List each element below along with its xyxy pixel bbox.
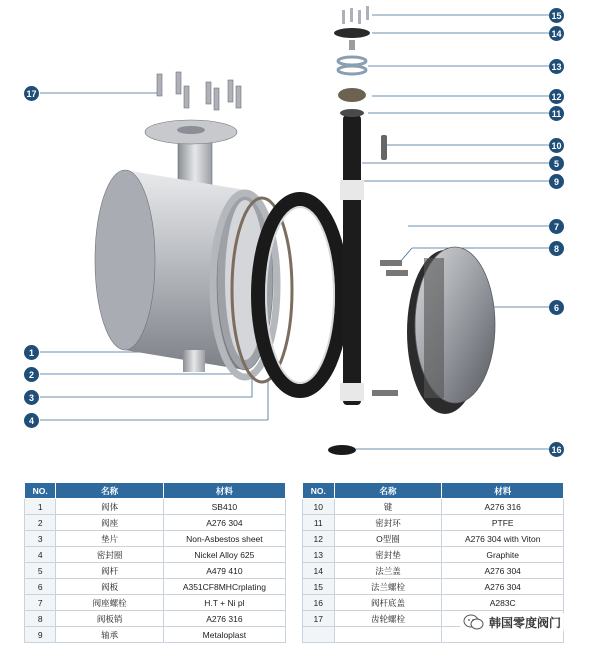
callout-6: 6 — [549, 300, 564, 315]
col-material: 材料 — [442, 483, 564, 499]
cell-no: 14 — [303, 563, 335, 579]
cell-material: A351CF8MHCrplating — [163, 579, 285, 595]
cell-name — [334, 627, 442, 643]
table-row — [303, 531, 564, 547]
callout-14: 14 — [549, 26, 564, 41]
cell-material: Metaloplast — [163, 627, 285, 643]
cell-name: 密封圈 — [56, 547, 163, 563]
cell-material: A276 304 — [442, 579, 564, 595]
table-row — [25, 547, 286, 563]
cell-no: 8 — [25, 611, 56, 627]
callout-10: 10 — [549, 138, 564, 153]
valve-body — [95, 120, 273, 372]
watermark — [460, 612, 564, 632]
stem-bottom-cover — [328, 445, 356, 455]
callout-12: 12 — [549, 89, 564, 104]
callout-9: 9 — [549, 174, 564, 189]
cell-no: 11 — [303, 515, 335, 531]
cell-name: 法兰盖 — [334, 563, 442, 579]
callout-2: 2 — [24, 367, 39, 382]
table-row — [303, 563, 564, 579]
cell-name: 阀杆 — [56, 563, 163, 579]
wechat-icon — [463, 614, 485, 630]
table-row — [303, 515, 564, 531]
callout-3: 3 — [24, 390, 39, 405]
callout-17: 17 — [24, 86, 39, 101]
disc-pins — [372, 260, 408, 396]
cell-material: A479 410 — [163, 563, 285, 579]
callout-13: 13 — [549, 59, 564, 74]
table-row — [25, 579, 286, 595]
cell-no — [303, 627, 335, 643]
cell-no: 16 — [303, 595, 335, 611]
cell-no: 12 — [303, 531, 335, 547]
table-row — [25, 531, 286, 547]
table-row — [25, 563, 286, 579]
table-row — [303, 595, 564, 611]
table-row — [25, 627, 286, 643]
cell-material: A276 316 — [163, 611, 285, 627]
cell-material: A276 304 — [163, 515, 285, 531]
cell-no: 6 — [25, 579, 56, 595]
cell-no: 1 — [25, 499, 56, 515]
table-row — [303, 547, 564, 563]
cell-name: 阀座螺栓 — [56, 595, 163, 611]
cell-name: 垫片 — [56, 531, 163, 547]
cell-no: 13 — [303, 547, 335, 563]
table-row — [303, 579, 564, 595]
cell-material: A276 304 with Viton — [442, 531, 564, 547]
cell-material: A276 316 — [442, 499, 564, 515]
cell-material: SB410 — [163, 499, 285, 515]
col-name: 名称 — [56, 483, 163, 499]
table-row — [25, 499, 286, 515]
callout-7: 7 — [549, 219, 564, 234]
cell-no: 9 — [25, 627, 56, 643]
callout-16: 16 — [549, 442, 564, 457]
cell-material: A283C — [442, 595, 564, 611]
cell-no: 7 — [25, 595, 56, 611]
cell-material: H.T + Ni pl — [163, 595, 285, 611]
cell-name: 阀板销 — [56, 611, 163, 627]
valve-disc — [407, 247, 495, 414]
table-row — [25, 515, 286, 531]
cell-material: Non-Asbestos sheet — [163, 531, 285, 547]
table-header-row — [25, 483, 286, 499]
table-row — [25, 611, 286, 627]
table-header-row — [303, 483, 564, 499]
cell-name: 轴承 — [56, 627, 163, 643]
cell-material: Graphite — [442, 547, 564, 563]
callout-1: 1 — [24, 345, 39, 360]
callout-8: 8 — [549, 241, 564, 256]
cell-no: 2 — [25, 515, 56, 531]
callout-4: 4 — [24, 413, 39, 428]
cell-no: 10 — [303, 499, 335, 515]
callout-11: 11 — [549, 106, 564, 121]
col-name: 名称 — [334, 483, 442, 499]
cell-no: 17 — [303, 611, 335, 627]
col-material: 材料 — [163, 483, 285, 499]
callout-15: 15 — [549, 8, 564, 23]
cell-name: 密封环 — [334, 515, 442, 531]
cell-material: PTFE — [442, 515, 564, 531]
cell-no: 4 — [25, 547, 56, 563]
table-row — [25, 595, 286, 611]
flange-bolts — [342, 6, 369, 24]
cell-name: 阀座 — [56, 515, 163, 531]
cell-name: 法兰螺栓 — [334, 579, 442, 595]
cell-name: O型圈 — [334, 531, 442, 547]
callout-5: 5 — [549, 156, 564, 171]
cell-name: 密封垫 — [334, 547, 442, 563]
cell-no: 15 — [303, 579, 335, 595]
cell-material: A276 304 — [442, 563, 564, 579]
cell-no: 5 — [25, 563, 56, 579]
cell-no: 3 — [25, 531, 56, 547]
parts-table-left — [24, 482, 286, 643]
cell-name: 阀板 — [56, 579, 163, 595]
col-no: NO. — [303, 483, 335, 499]
cell-name: 键 — [334, 499, 442, 515]
cell-material: Nickel Alloy 625 — [163, 547, 285, 563]
table-row — [303, 499, 564, 515]
cell-name: 齿轮螺栓 — [334, 611, 442, 627]
col-no: NO. — [25, 483, 56, 499]
cell-name: 阀杆底盖 — [334, 595, 442, 611]
cell-name: 阀体 — [56, 499, 163, 515]
watermark-text: 韩国零度阀门 — [489, 615, 562, 630]
gear-bolts — [157, 72, 241, 110]
